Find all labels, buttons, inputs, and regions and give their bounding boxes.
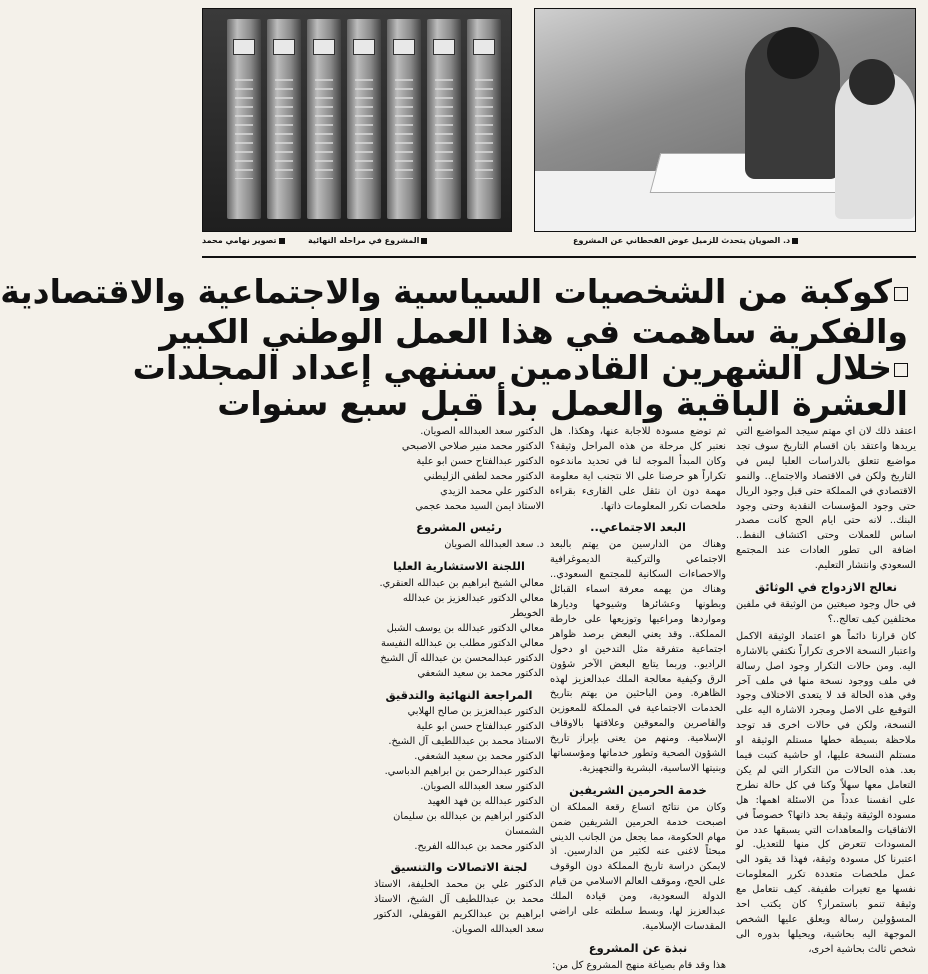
paragraph: اعتقد ذلك لان اي مهتم سيجد المواضيع التي يريدها واعتقد بان اقسام التاريخ سوف تجد مواضيع تتعلق بالدراسات العليا ليس في التاريخ ولكن في الاقتصاد والاجتماع.. والنمو الاقتصادي في المملكة حتى قبل وجود الريال حتى وجود المؤسسات النقدية وحتى وجود البنك.. لانه حتى ايام الحج كانت مصدر اساس للعملات وحتى اكتشاف النفط.. اضافة الى تطور العادات عند المجتمع السعودي وانتشار التعليم. <box>736 426 916 572</box>
name-item: الدكتور عبدالرحمن بن ابراهيم الدباسي. <box>384 766 544 778</box>
square-bullet-icon <box>894 287 908 301</box>
name-item: معالي الدكتور مطلب بن عبدالله النفيسة <box>381 637 544 649</box>
name-item: الاستاذ محمد بن عبداللطيف آل الشيخ. <box>388 736 544 748</box>
caption-project-stage: المشروع في مراحله النهائية <box>308 236 427 245</box>
headline-line-4: العشرة الباقية والعمل بدأ قبل سبع سنوات <box>217 384 908 423</box>
paragraph: في حال وجود صيغتين من الوثيقة في ملفين مختلفين كيف تعالج..؟ <box>736 598 916 625</box>
name-item: الدكتور سعد العبدالله الصويان. <box>420 780 544 792</box>
name-item: معالي الدكتور عبدالله بن يوسف الشبل <box>386 622 544 634</box>
divider <box>202 256 916 258</box>
book-volume <box>347 19 381 219</box>
name-item: الاستاذ ايمن السيد محمد عجمي <box>415 500 544 512</box>
advisory-names <box>374 577 544 681</box>
caption-meeting: د. الصويان يتحدث للزميل عوض القحطاني عن المشروع <box>573 236 798 245</box>
name-item: الدكتور عبدالفتاح حسن ابو علية <box>416 455 544 467</box>
subheading: اللجنة الاستشارية العليا <box>393 559 525 574</box>
headline-line-1: كوكبة من الشخصيات السياسية والاجتماعية والاقتصادية <box>208 272 908 312</box>
headline-line-3: خلال الشهرين القادمين سننهي إعداد المجلدات <box>208 348 908 388</box>
subheading: نبذة عن المشروع <box>588 940 688 955</box>
paragraph: وهناك من الدارسين من يهتم بالبعد الاجتماعي والتركيبة الديموغرافية والاحصاءات السكانية للمجتمع السعودي.. وهناك من يهمه معرفة اسماء القبائل وبطونها وعشائرها وشيوخها وديارها ومواردها ومراعيها وتوزيعها على خارطة المملكة.. وقد يعني البعض برصد ظواهر اجتماعية متفرقة مثل التدخين او دخول الراديو.. وربما يتابع البعض الآخر شؤون الرق وكيفية معالجة الملك عبدالعزيز لهذه الظاهرة. ومن الباحثين من يهتم بتاريخ الخدمات الاجتماعية في المملكة للمعوزين والقاصرين والمعوقين وعلاقتها بالاوقاف الإسلامية. ومنهم من يعنى بإبراز تاريخ الشؤون الصحية وتطور خدماتها ومؤسساتها وبنيتها الاساسية، البشرية والتجهيزية. <box>550 539 726 774</box>
article-column-1 <box>736 425 916 955</box>
name-item: الدكتور ابراهيم بن عبدالله بن سليمان الشمسان <box>393 810 544 837</box>
subheading: لجنة الاتصالات والتنسيق <box>390 860 528 875</box>
article-column-2 <box>550 425 726 971</box>
book-volume <box>467 19 501 219</box>
subheading: نعالج الازدواج في الوثائق <box>754 580 898 595</box>
paragraph: الدكتور علي بن محمد الخليفة، الاستاذ محمد بن عبداللطيف آل الشيخ، الاستاذ ابراهيم بن عبدالكريم القويفلي، الدكتور سعد العبدالله الصويان. <box>374 879 544 936</box>
name-item: الدكتور عبدالفتاح حسن ابو علية <box>416 721 544 733</box>
name-item: معالي الدكتور عبدالعزيز بن عبدالله الخويطر <box>402 593 544 619</box>
paragraph: ثم توضع مسودة للاجابة عنها، وهكذا. هل نعتبر كل مرحلة من هذه المراحل وثيقة؟ وكان المبدأ الموجه لنا في تحديد ماندعوه تكراراً هو حرصنا على الا نتجنب اية معلومة مهمة دون ان نثقل على القارىء بقراءة ملخصات تكرر المعلومات ذاتها. <box>550 426 726 512</box>
name-item: الدكتور محمد منير صلاحي الاصبحي <box>401 440 544 452</box>
name-item: الدكتور سعد العبدالله الصويان. <box>420 426 544 437</box>
name-item: الدكتور محمد بن سعيد الشعفي <box>417 667 544 679</box>
name-item: الدكتور عبدالعزيز بن صالح الهلابي <box>407 706 544 718</box>
paragraph: كان قرارنا دائماً هو اعتماد الوثيقة الاكمل واعتبار النسخة الاخرى تكراراً نكتفي بالاشارة اليه. ومن حالات التكرار وجود اصل رسالة في ملف ووجود نسخة منها في ملف آخر وفي هذه الحالة قد لا يتعدى الاختلاف وجود التوقيع على الاصل ومجرد الاشارة اليه على النسخة، ولكن في حالات اخرى قد توجد ملاحظة بسيطة خطها مستلم الوثيقة او مستلم النسخة عليها، او حاشية كتبت فيما بعد. هذه الحالات من التكرار التي لم يكن التعامل معها سهلاً وكنا في كل حالة نطرح على انفسنا عدداً من الاسئلة اهمها: هل مسودة الوثيقة وثيقة بحد ذاتها؟ خصوصاً في الاتفاقيات والمعاهدات التي يسبقها عدد من المسودات تتعرض كل منها للتعديل. لو اعتبرنا كل مسودة وثيقة، فهذا قد يقود الى عمل ملخصات متعددة تكرر المعلومات نفسها مع تغيرات طفيفة. كيف نتعامل مع وثيقة تنمو باستمرار؟ كان يكتب احد المسؤولين رسالة ويعلق عليها الشخص الموجهة اليه بحاشية، ويحيلها بدوره الى شخص ثالث بحاشية اخرى، <box>736 630 916 955</box>
book-volume <box>427 19 461 219</box>
article-column-3 <box>374 425 544 936</box>
square-bullet-icon <box>894 363 908 377</box>
review-names <box>374 705 544 854</box>
name-item: الدكتور محمد لطفي الزليطني <box>423 470 544 482</box>
paragraph: وكان من نتائج اتساع رقعة المملكة ان اصبحت خدمة الحرمين الشريفين ضمن مهام الحكومة، مما يجعل من الجانب الديني مبحثاً لاغنى عنه لكثير من الدارسين. اذ لايمكن دراسة تاريخ المملكة دون الوقوف على الحج، وموقف العالم الاسلامي من قيام الدولة السعودية، ومن قيادة الملك عبدالعزيز لها، وبسط سلطته على اراضي المقدسات الإسلامية. <box>550 801 726 932</box>
methodology-names <box>374 425 544 514</box>
name-item: الدكتور علي محمد الزيدي <box>440 485 544 497</box>
name-item: معالي الشيخ ابراهيم بن عبدالله العنقري. <box>379 578 544 590</box>
book-volume <box>387 19 421 219</box>
book-volume <box>227 19 261 219</box>
meeting-photo <box>534 8 916 232</box>
caption-photographer: تصوير نهامي محمد <box>202 236 285 245</box>
subheading: خدمة الحرمين الشريفين <box>569 782 707 797</box>
name-item: الدكتور عبدالمحسن بن عبدالله آل الشيخ <box>380 652 544 664</box>
headline-line-2: والفكرية ساهمت في هذا العمل الوطني الكبير <box>159 312 908 351</box>
name-item: د. سعد العبدالله الصويان <box>444 539 544 551</box>
name-item: الدكتور محمد بن عبدالله الفريح. <box>414 840 544 852</box>
paragraph: هذا وقد قام بصياغة منهج المشروع كل من: <box>552 959 726 971</box>
name-item: الدكتور عبدالله بن فهد الغهيد <box>427 795 544 807</box>
books-photo <box>202 8 512 232</box>
subheading: المراجعة النهائية والتدقيق <box>385 687 533 702</box>
book-volume <box>307 19 341 219</box>
book-volume <box>267 19 301 219</box>
subheading: البعد الاجتماعي.. <box>590 520 686 535</box>
subheading: رئيس المشروع <box>416 520 502 535</box>
name-item: الدكتور محمد بن سعيد الشعفي. <box>414 751 544 763</box>
